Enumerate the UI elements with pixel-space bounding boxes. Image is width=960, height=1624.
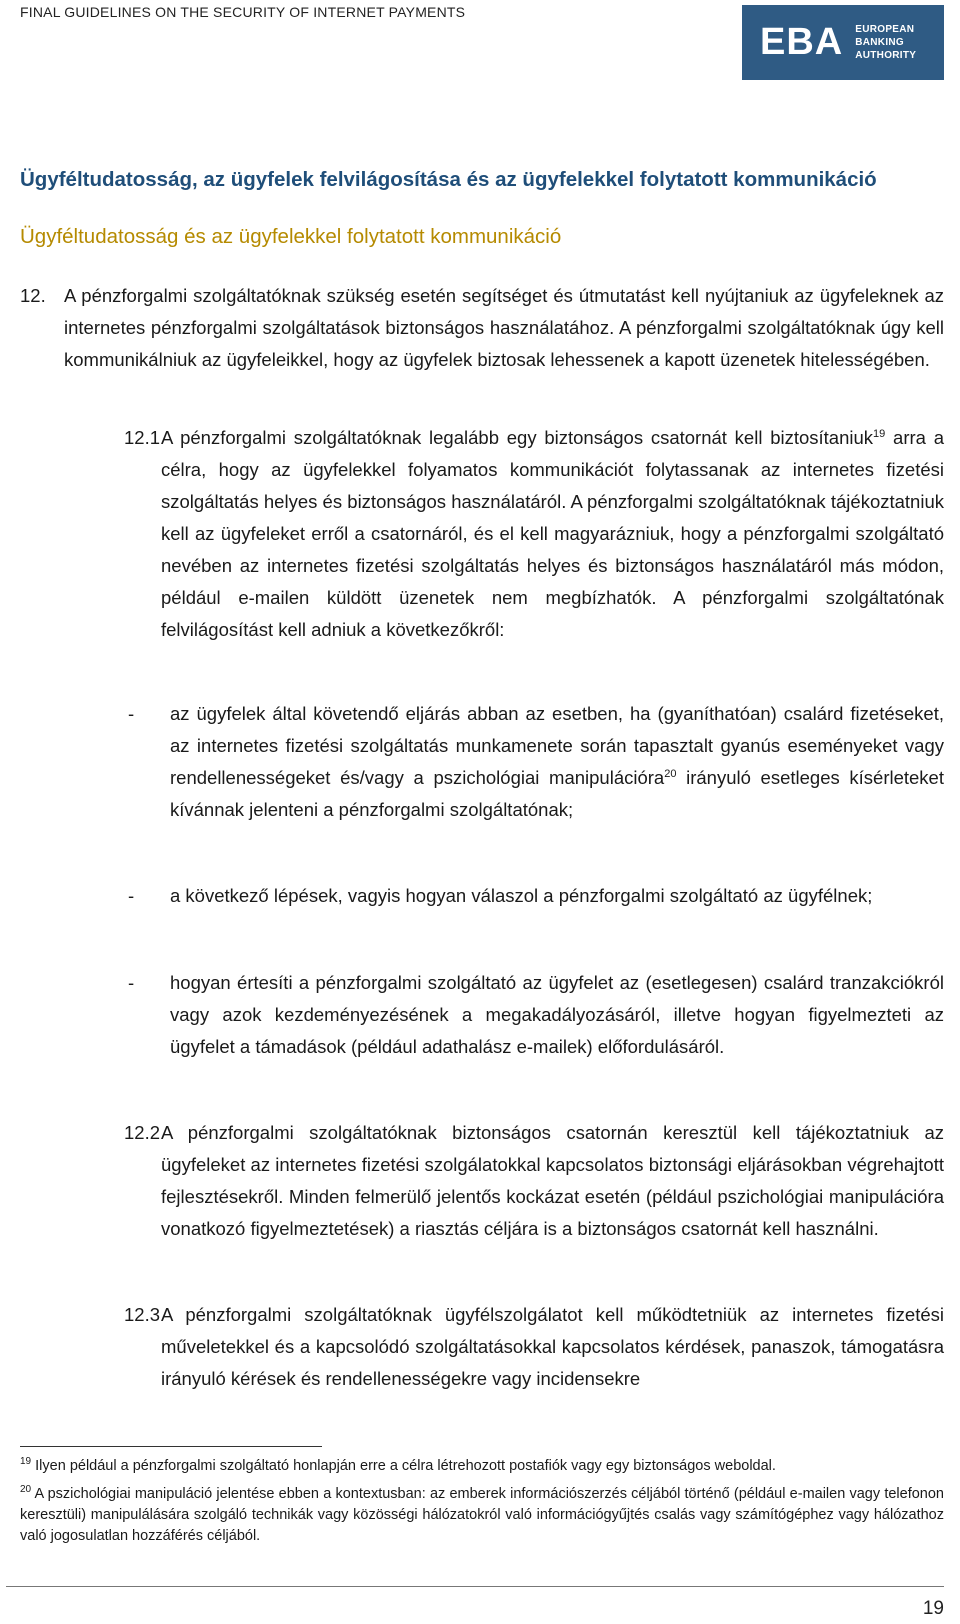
paragraph-number-12-1: 12.1: [124, 427, 161, 448]
footnote-19: [20, 1456, 944, 1477]
paragraph-12-1-text-a: A pénzforgalmi szolgáltatóknak legalább egy biztonságos csatornát kell biztosítaniuk: [161, 427, 874, 448]
footnote-20-text: A pszichológiai manipuláció jelentése ebben a kontextusban: az emberek információszerzés céljából történő (például e-mailen vagy telefonon keresztüli) manipulálására szolgáló technikák vagy közösségi hálózatokról való információgyűjtés csalás vagy számítógéphez vagy hálózathoz való jogosulatlan hozzáférés céljából.: [20, 1486, 944, 1544]
subsection-heading: Ügyféltudatosság és az ügyfelekkel folytatott kommunikáció: [20, 225, 562, 248]
logo-line-2: BANKING: [855, 37, 904, 48]
logo-text: [855, 23, 916, 62]
paragraph-12-1-text-b: arra a célra, hogy az ügyfelekkel folyamatos kommunikációt folytassanak az internetes fizetési szolgáltatás helyes és biztonságos használatáról. A pénzforgalmi szolgáltatóknak tájékoztatniuk kell az ügyfeleket erről a csatornáról, és el kell magyarázniuk, hogy a pénzforgalmi szolgáltató nevében az internetes fizetési szolgáltatás helyes és biztonságos használatáról más módon, például e-mailen küldött üzenetek nem megbízhatók. A pénzforgalmi szolgáltatónak felvilágosítást kell adniuk a következőkről:: [161, 427, 945, 640]
footnote-number-19: 19: [20, 1456, 32, 1468]
paragraph-12: A pénzforgalmi szolgáltatóknak szükség esetén segítséget és útmutatást kell nyújtaniuk az ügyfeleknek az internetes pénzforgalmi szolgáltatások biztonságos használatához. A pénzforgalmi szolgáltatóknak úgy kell kommunikálniuk az ügyfeleikkel, hogy az ügyfelek biztosak lehessenek a kapott üzenetek hitelességében.: [64, 285, 944, 370]
footnote-number-20: 20: [20, 1484, 32, 1496]
bullet-dash-3: -: [128, 972, 135, 993]
footnote-19-text: Ilyen például a pénzforgalmi szolgáltató honlapján erre a célra létrehozott postafiók vagy egy biztonságos weboldal.: [35, 1458, 776, 1474]
paragraph-12-2: A pénzforgalmi szolgáltatóknak biztonságos csatornán keresztül kell tájékoztatniuk az ügyfeleket az internetes fizetési szolgálatokkal kapcsolatos biztonsági eljárásokban végrehajtott fejlesztésekről. Minden felmerülő jelentős kockázat esetén (például pszichológiai manipulációra vonatkozó figyelmeztetések) a riasztás céljára is a biztonságos csatornát kell használni.: [161, 1122, 944, 1239]
footer-separator: [6, 1586, 944, 1587]
logo-line-1: EUROPEAN: [855, 24, 915, 35]
logo-mark: EBA: [760, 21, 844, 63]
eba-logo: [742, 5, 944, 80]
footnote-ref-19[interactable]: 19: [873, 427, 886, 440]
logo-line-3: AUTHORITY: [855, 50, 917, 61]
paragraph-number-12: 12.: [20, 285, 46, 306]
bullet-dash-1: -: [128, 703, 135, 724]
paragraph-number-12-2: 12.2: [124, 1122, 161, 1143]
footnote-separator: [20, 1446, 322, 1447]
paragraph-number-12-3: 12.3: [124, 1304, 161, 1325]
running-header: FINAL GUIDELINES ON THE SECURITY OF INTERNET PAYMENTS: [20, 4, 466, 20]
bullet-1-text-a: az ügyfelek által követendő eljárás abban az esetben, ha (gyaníthatóan) csalárd fizetéseket, az internetes fizetési szolgáltatás munkamenete során tapasztalt gyanús eseményeket vagy rendellenességeket és/vagy a pszichológiai manipulációra: [170, 703, 944, 788]
bullet-1-text-b: irányuló esetleges kísérleteket kívánnak jelenteni a pénzforgalmi szolgáltatónak;: [170, 767, 944, 820]
bullet-item-1: [170, 698, 944, 826]
footnote-20: [20, 1484, 944, 1547]
bullet-item-3: hogyan értesíti a pénzforgalmi szolgáltató az ügyfelet az (esetlegesen) csalárd tranzakciókról vagy azok kezdeményezésének a megakadályozásáról, illetve hogyan figyelmezteti az ügyfelet a támadások (például adathalász e-mailek) előfordulásáról.: [170, 972, 944, 1057]
footnote-ref-20[interactable]: 20: [664, 767, 677, 780]
page-number: 19: [922, 1598, 944, 1619]
paragraph-12-3: A pénzforgalmi szolgáltatóknak ügyfélszolgálatot kell működtetniük az internetes fizetési műveletekkel és a kapcsolódó szolgáltatásokkal kapcsolatos kérdések, panaszok, támogatásra irányuló kérések és rendellenességekre vagy incidensekre: [161, 1304, 944, 1389]
section-heading: Ügyféltudatosság, az ügyfelek felvilágosítása és az ügyfelekkel folytatott kommunikáció: [20, 168, 877, 191]
bullet-dash-2: -: [128, 885, 135, 906]
paragraph-12-1: [161, 422, 944, 646]
bullet-item-2: a következő lépések, vagyis hogyan válaszol a pénzforgalmi szolgáltató az ügyfélnek;: [170, 885, 873, 906]
